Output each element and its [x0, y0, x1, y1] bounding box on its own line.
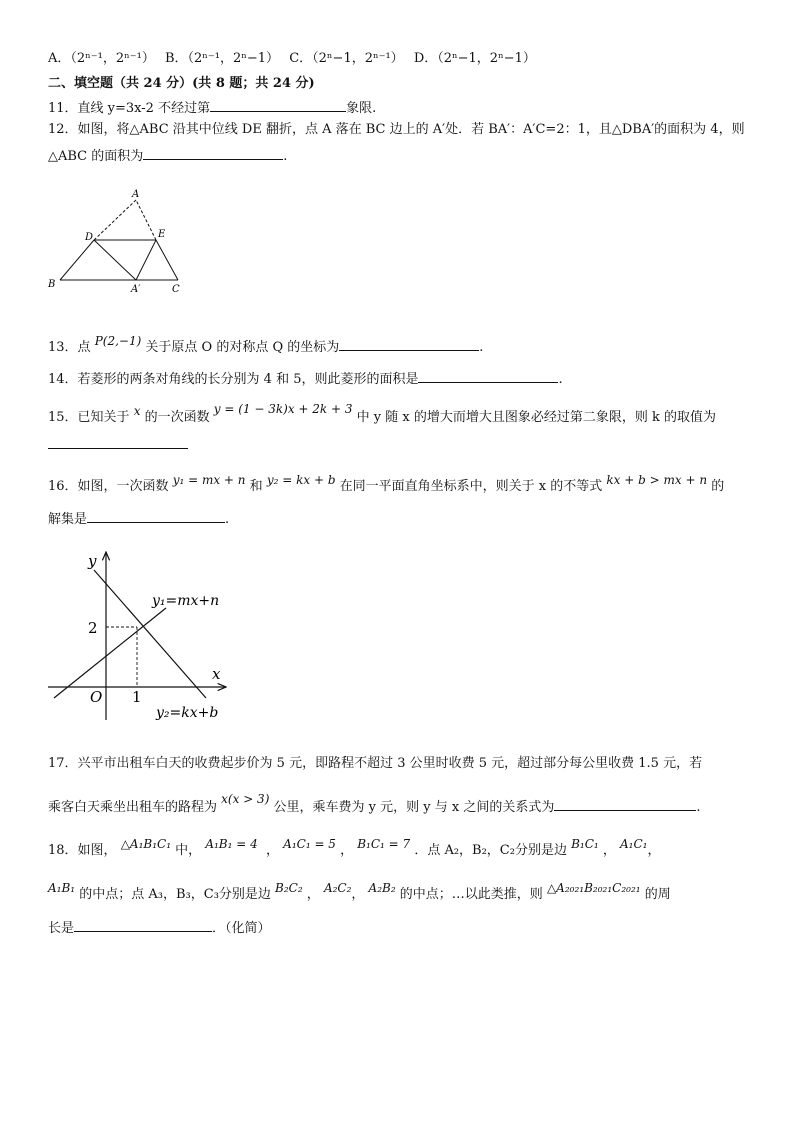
linear-function-math: y = (1 − 3k)x + 2k + 3	[213, 402, 353, 416]
question-18-line3-end: ．（化简）	[212, 921, 271, 936]
question-13-end: .	[479, 340, 484, 355]
side-a1b1-math: A₁B₁ = 4	[205, 837, 258, 851]
question-18-line1: 18．如图， △A₁B₁C₁ 中， A₁B₁ = 4 ， A₁C₁ = 5 ， B₁C₁ = 7 ．点 A₂，B₂，C₂分别是边 B₁C₁ ， A₁C₁，	[48, 837, 661, 858]
side-a1c1-math: A₁C₁ = 5	[283, 837, 336, 851]
question-17-line2	[48, 792, 701, 817]
line-y2-label: y₂=kx+b	[156, 705, 219, 721]
answer-blank-16[interactable]	[87, 508, 225, 523]
question-11-text: 11．直线 y=3x-2 不经过第	[48, 101, 211, 116]
label-a: A	[132, 189, 140, 200]
question-14	[48, 368, 563, 389]
question-18-line2: A₁B₁ 的中点；点 A₃，B₃，C₃分别是边 B₂C₂ ， A₂C₂， A₂B₂ 的中点；…以此类推，则 △A₂₀₂₁B₂₀₂₁C₂₀₂₁ 的周	[48, 881, 671, 902]
question-12-text: △ABC 的面积为	[48, 149, 144, 164]
question-18-zhong: 中，	[175, 843, 202, 858]
question-18-line3-text: 长是	[48, 921, 75, 936]
question-14-end: .	[558, 372, 563, 387]
label-a-prime: A′	[131, 284, 141, 295]
line-y1-label: y₁=mx+n	[152, 593, 220, 609]
question-16-post: 的	[711, 479, 725, 494]
question-18-points: ．点 A₂，B₂，C₂分别是边	[414, 843, 567, 858]
label-e: E	[158, 229, 166, 240]
question-13-pre: 13．点	[48, 340, 91, 355]
question-14-text: 14．若菱形的两条对角线的长分别为 4 和 5，则此菱形的面积是	[48, 372, 419, 387]
question-15-line1	[48, 402, 716, 427]
point-p-math: P(2,−1)	[94, 334, 142, 348]
question-18-line2-mid: 的中点；点 A₃，B₃，C₃分别是边	[79, 887, 271, 902]
inequality-math: kx + b > mx + n	[606, 473, 708, 487]
answer-blank-12[interactable]	[143, 145, 283, 160]
answer-blank-15[interactable]	[48, 434, 188, 449]
answer-blank-17[interactable]	[554, 796, 696, 811]
question-18-line2-post: 的中点；…以此类推，则	[399, 887, 543, 902]
coordinate-graph-figure	[46, 548, 246, 728]
question-17-pre: 乘客白天乘坐出租车的路程为	[48, 800, 218, 815]
label-d: D	[85, 232, 94, 243]
question-17-line1: 17．兴平市出租车白天的收费起步价为 5 元，即路程不超过 3 公里时收费 5 元，超过部分每公里收费 1.5 元，若	[48, 756, 703, 771]
question-15-line2	[48, 434, 188, 455]
question-16-line2	[48, 508, 229, 529]
y-axis-label: y	[88, 552, 97, 570]
math-x: x	[133, 404, 141, 418]
y-tick-2: 2	[88, 619, 98, 637]
question-17-end: .	[696, 800, 701, 815]
answer-blank-18[interactable]	[74, 917, 212, 932]
question-12-line1: 12．如图，将△ABC 沿其中位线 DE 翻折，点 A 落在 BC 边上的 A′处．若 BA′：A′C=2：1，且△DBA′的面积为 4，则	[48, 122, 745, 137]
question-11-after: 象限.	[346, 101, 377, 116]
question-13-mid: 关于原点 O 的对称点 Q 的坐标为	[145, 340, 340, 355]
question-11	[48, 97, 376, 118]
question-16-pre: 16．如图，一次函数	[48, 479, 169, 494]
edge-a1c1-math: A₁C₁	[620, 837, 648, 851]
edge-b1c1-math: B₁C₁	[571, 837, 599, 851]
edge-a2b2-math: A₂B₂	[368, 881, 396, 895]
triangle-a1b1c1-math: △A₁B₁C₁	[120, 837, 172, 851]
x-axis-label: x	[212, 665, 221, 683]
question-16-line2-text: 解集是	[48, 512, 88, 527]
edge-b2c2-math: B₂C₂	[275, 881, 303, 895]
question-15-pre: 15．已知关于	[48, 410, 130, 425]
edge-a1b1-math: A₁B₁	[48, 881, 76, 895]
label-c: C	[172, 284, 180, 295]
distance-condition-math: x(x > 3)	[221, 792, 270, 806]
question-18-pre: 18．如图，	[48, 843, 117, 858]
question-16-mid: 在同一平面直角坐标系中，则关于 x 的不等式	[339, 479, 603, 494]
question-17-post: 公里，乘车费为 y 元，则 y 与 x 之间的关系式为	[273, 800, 555, 815]
triangle-2021-math: △A₂₀₂₁B₂₀₂₁C₂₀₂₁	[546, 881, 641, 895]
question-18-line3	[48, 917, 271, 938]
function-y2-math: y₂ = kx + b	[266, 473, 336, 487]
function-y1-math: y₁ = mx + n	[172, 473, 246, 487]
option-c: C．（2ⁿ−1，2ⁿ⁻¹）	[289, 51, 404, 66]
question-15-post: 中 y 随 x 的增大而增大且图象必经过第二象限，则 k 的取值为	[356, 410, 716, 425]
label-b: B	[48, 279, 56, 290]
question-16-end: .	[225, 512, 230, 527]
question-18-line2-end: 的周	[644, 887, 671, 902]
answer-options-line	[48, 50, 536, 68]
answer-blank-11[interactable]	[210, 97, 346, 112]
answer-blank-14[interactable]	[418, 368, 558, 383]
question-12-end: .	[283, 149, 288, 164]
x-tick-1: 1	[132, 688, 142, 706]
section-title: 二、填空题（共 24 分）(共 8 题；共 24 分)	[48, 76, 315, 91]
question-16-and: 和	[249, 479, 263, 494]
option-a: A．（2ⁿ⁻¹，2ⁿ⁻¹）	[48, 51, 155, 66]
edge-a2c2-math: A₂C₂	[323, 881, 352, 895]
question-15-mid: 的一次函数	[144, 410, 210, 425]
question-12-line2	[48, 145, 287, 166]
answer-blank-13[interactable]	[339, 336, 479, 351]
option-d: D．（2ⁿ−1，2ⁿ−1）	[413, 51, 536, 66]
origin-label: O	[90, 688, 103, 706]
side-b1c1-math: B₁C₁ = 7	[357, 837, 411, 851]
option-b: B．（2ⁿ⁻¹，2ⁿ−1）	[164, 51, 280, 66]
question-16-line1	[48, 473, 725, 496]
question-13	[48, 336, 483, 357]
triangle-fold-figure	[44, 186, 194, 296]
